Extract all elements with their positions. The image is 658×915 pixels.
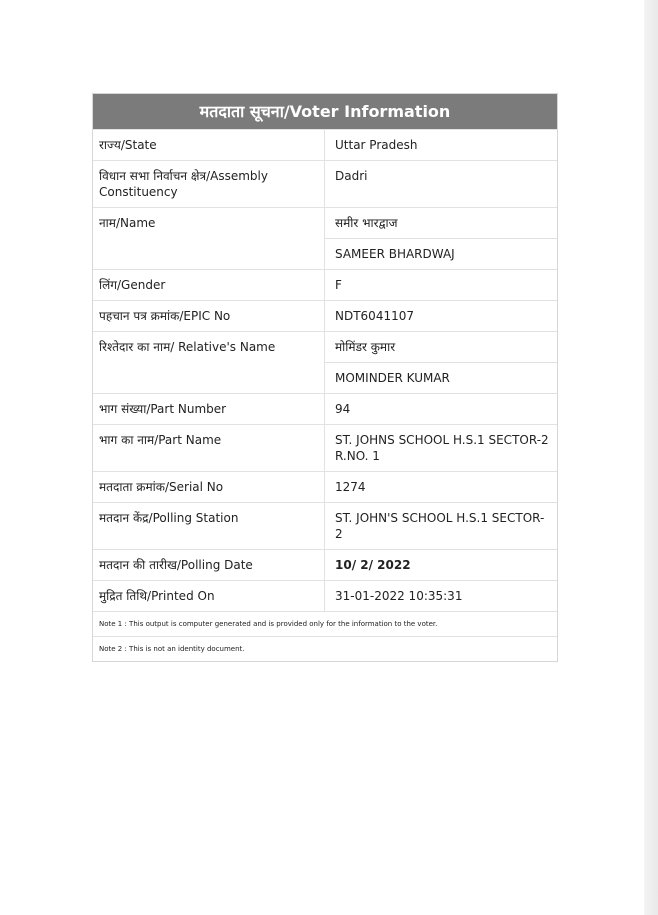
value-assembly-constituency: Dadri [325,161,558,208]
row-gender [93,270,557,301]
row-epic-no [93,301,557,332]
value-state: Uttar Pradesh [325,130,558,161]
row-note-2 [93,637,557,662]
note-1: Note 1 : This output is computer generated and is provided only for the information to the voter. [93,612,557,637]
label-epic-no: पहचान पत्र क्रमांक/EPIC No [93,301,325,332]
value-epic-no: NDT6041107 [325,301,558,332]
label-relative-name: रिश्तेदार का नाम/ Relative's Name [93,332,325,394]
label-assembly-constituency: विधान सभा निर्वाचन क्षेत्र/Assembly Constituency [93,161,325,208]
row-assembly-constituency [93,161,557,208]
value-printed-on: 31-01-2022 10:35:31 [325,581,558,612]
row-note-1 [93,612,557,637]
row-polling-station [93,503,557,550]
row-part-name [93,425,557,472]
voter-info-card [92,93,558,662]
value-relative-name-hindi: मोमिंडर कुमार [325,332,558,363]
row-relative-name [93,332,557,363]
label-serial-no: मतदाता क्रमांक/Serial No [93,472,325,503]
label-polling-station: मतदान केंद्र/Polling Station [93,503,325,550]
value-part-number: 94 [325,394,558,425]
value-polling-date: 10/ 2/ 2022 [325,550,558,581]
label-name: नाम/Name [93,208,325,270]
value-serial-no: 1274 [325,472,558,503]
value-name-hindi: समीर भारद्वाज [325,208,558,239]
value-part-name: ST. JOHNS SCHOOL H.S.1 SECTOR-2 R.NO. 1 [325,425,558,472]
value-name-english: SAMEER BHARDWAJ [325,239,558,270]
value-relative-name-english: MOMINDER KUMAR [325,363,558,394]
value-gender: F [325,270,558,301]
label-state: राज्य/State [93,130,325,161]
row-serial-no [93,472,557,503]
label-polling-date: मतदान की तारीख/Polling Date [93,550,325,581]
card-title: मतदाता सूचना/Voter Information [93,94,557,129]
label-part-number: भाग संख्या/Part Number [93,394,325,425]
note-2: Note 2 : This is not an identity document. [93,637,557,662]
label-gender: लिंग/Gender [93,270,325,301]
voter-info-table [93,129,557,661]
row-name [93,208,557,239]
label-printed-on: मुद्रित तिथि/Printed On [93,581,325,612]
row-printed-on [93,581,557,612]
row-state [93,130,557,161]
row-polling-date [93,550,557,581]
page-edge-shadow [644,0,658,915]
row-part-number [93,394,557,425]
value-polling-station: ST. JOHN'S SCHOOL H.S.1 SECTOR-2 [325,503,558,550]
label-part-name: भाग का नाम/Part Name [93,425,325,472]
